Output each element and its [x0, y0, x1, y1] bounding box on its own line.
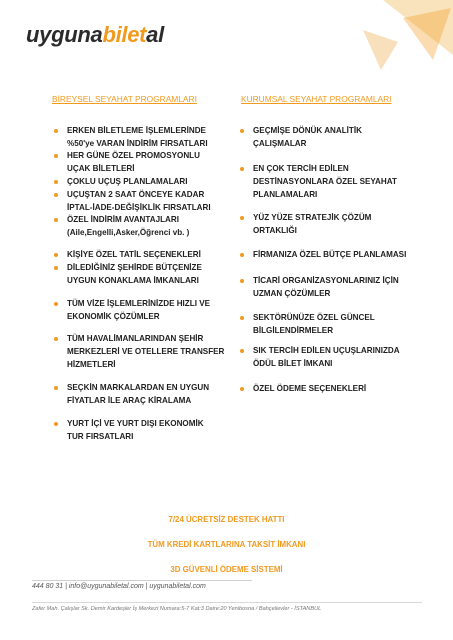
- footer-divider: [32, 580, 252, 581]
- list-item: [253, 248, 406, 261]
- list-item: [253, 311, 375, 337]
- logo-part-2: bilet: [102, 22, 147, 47]
- list-item: [67, 149, 200, 175]
- list-item-line: FİRMANIZA ÖZEL BÜTÇE PLANLAMASI: [253, 250, 407, 259]
- list-item-line: UYGUN KONAKLAMA İMKANLARI: [67, 276, 199, 286]
- list-item: [67, 248, 201, 261]
- list-item-line: EN ÇOK TERCİH EDİLEN: [253, 164, 349, 173]
- footer-address: Zafer Mah. Çalışlar Sk. Demir Kardeşler İş Merkezi Numara:5-7 Kat:3 Daire:20 Yenibosna / Bahçelievler - İSTANBUL: [32, 606, 322, 612]
- list-item: [67, 297, 210, 323]
- list-item: [253, 344, 400, 370]
- list-item-line: FİYATLAR İLE ARAÇ KİRALAMA: [67, 396, 192, 406]
- bullet-icon: [54, 253, 58, 257]
- list-item-line: ÖZEL İNDİRİM AVANTAJLARI: [67, 215, 179, 224]
- list-item: [67, 124, 208, 150]
- list-item-line: MERKEZLERİ VE OTELLERE TRANSFER: [67, 347, 225, 357]
- decorative-shapes: [343, 0, 453, 90]
- list-item-line: PLANLAMALARI: [253, 190, 318, 200]
- list-item: [253, 211, 371, 237]
- bullet-icon: [240, 316, 244, 320]
- bullet-icon: [54, 422, 58, 426]
- list-item-line: ORTAKLIĞI: [253, 226, 297, 236]
- list-item-line: TÜM VİZE İŞLEMLERİNİZDE HIZLI VE: [67, 299, 210, 308]
- list-item-line: EKONOMİK ÇÖZÜMLER: [67, 312, 160, 322]
- list-item-line: ÇALIŞMALAR: [253, 139, 307, 149]
- list-item-line: UÇAK BİLETLERİ: [67, 164, 135, 174]
- bullet-icon: [54, 266, 58, 270]
- promo-installment: TÜM KREDİ KARTLARINA TAKSİT İMKANI: [147, 540, 306, 549]
- bullet-icon: [240, 387, 244, 391]
- list-item: [67, 175, 188, 188]
- corporate-heading: KURUMSAL SEYAHAT PROGRAMLARI: [241, 94, 392, 104]
- bullet-icon: [54, 386, 58, 390]
- logo-part-3: al: [146, 22, 164, 47]
- promo-support: 7/24 ÜCRETSİZ DESTEK HATTI: [168, 515, 285, 524]
- list-item: [67, 381, 209, 407]
- footer-contact: 444 80 31 | info@uygunabiletal.com | uygunabiletal.com: [32, 583, 206, 590]
- list-item-line: (Aile,Engelli,Asker,Öğrenci vb. ): [67, 228, 190, 238]
- list-item-line: GEÇMİŞE DÖNÜK ANALİTİK: [253, 126, 362, 135]
- bullet-icon: [54, 337, 58, 341]
- list-item-line: YÜZ YÜZE STRATEJİK ÇÖZÜM: [253, 213, 372, 222]
- footer-divider-2: [32, 602, 422, 603]
- list-item-line: UZMAN ÇÖZÜMLER: [253, 289, 331, 299]
- list-item-line: ÖZEL ÖDEME SEÇENEKLERİ: [253, 384, 367, 393]
- list-item: [253, 274, 399, 300]
- list-item-line: ÖDÜL BİLET İMKANI: [253, 359, 333, 369]
- brand-logo: [26, 22, 206, 56]
- bullet-icon: [54, 302, 58, 306]
- bullet-icon: [54, 180, 58, 184]
- bullet-icon: [240, 253, 244, 257]
- list-item-line: ÇOKLU UÇUŞ PLANLAMALARI: [67, 177, 188, 186]
- bullet-icon: [54, 154, 58, 158]
- list-item-line: SEÇKİN MARKALARDAN EN UYGUN: [67, 383, 210, 392]
- bullet-icon: [54, 193, 58, 197]
- individual-heading: BİREYSEL SEYAHAT PROGRAMLARI: [52, 94, 197, 104]
- list-item-line: DESTİNASYONLARA ÖZEL SEYAHAT: [253, 177, 397, 187]
- list-item-line: TÜM HAVALİMANLARINDAN ŞEHİR: [67, 334, 204, 343]
- list-item: [67, 261, 202, 287]
- list-item-line: İPTAL-İADE-DEĞİŞİKLİK FIRSATLARI: [67, 203, 211, 213]
- list-item-line: ERKEN BİLETLEME İŞLEMLERİNDE: [67, 126, 206, 135]
- list-item: [67, 332, 224, 372]
- list-item-line: HİZMETLERİ: [67, 360, 116, 370]
- bullet-icon: [240, 167, 244, 171]
- list-item-line: %50'ye VARAN İNDİRİM FIRSATLARI: [67, 139, 208, 149]
- bullet-icon: [240, 216, 244, 220]
- list-item-line: TUR FIRSATLARI: [67, 432, 134, 442]
- promo-secure-payment: 3D GÜVENLİ ÖDEME SİSTEMİ: [170, 565, 283, 574]
- list-item: [253, 124, 362, 150]
- list-item-line: SEKTÖRÜNÜZE ÖZEL GÜNCEL: [253, 313, 375, 322]
- list-item-line: KİŞİYE ÖZEL TATİL SEÇENEKLERİ: [67, 250, 201, 259]
- list-item-line: YURT İÇİ VE YURT DIŞI EKONOMİK: [67, 419, 204, 428]
- list-item: [253, 162, 397, 202]
- list-item-line: UÇUŞTAN 2 SAAT ÖNCEYE KADAR: [67, 190, 205, 199]
- bullet-icon: [240, 129, 244, 133]
- bullet-icon: [54, 129, 58, 133]
- logo-part-1: uyguna: [26, 22, 103, 47]
- list-item: [67, 417, 204, 443]
- list-item-line: TİCARİ ORGANİZASYONLARINIZ İÇİN: [253, 276, 399, 285]
- list-item-line: BİLGİLENDİRMELER: [253, 326, 334, 336]
- bullet-icon: [240, 349, 244, 353]
- list-item: [67, 188, 211, 214]
- bullet-icon: [240, 279, 244, 283]
- list-item: [67, 213, 189, 239]
- list-item-line: DİLEDİĞİNİZ ŞEHİRDE BÜTÇENİZE: [67, 263, 202, 272]
- list-item-line: HER GÜNE ÖZEL PROMOSYONLU: [67, 151, 200, 160]
- bullet-icon: [54, 218, 58, 222]
- list-item: [253, 382, 366, 395]
- list-item-line: SIK TERCİH EDİLEN UÇUŞLARINIZDA: [253, 346, 400, 355]
